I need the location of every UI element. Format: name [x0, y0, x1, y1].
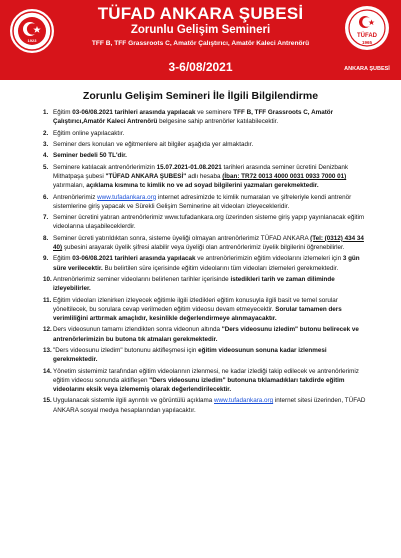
bold-text: 03-06/08.2021 tarihleri arasında yapılacak [72, 109, 196, 116]
body-text: "Ders videosunu izledim" butonunu aktifleşmesi için [53, 346, 199, 354]
website-link[interactable]: www.tufadankara.org [214, 397, 274, 405]
list-item [43, 367, 369, 395]
underlined-text: (İban: TR72 0013 4000 0031 0933 7000 01) [222, 172, 347, 180]
list-item [43, 396, 369, 414]
underlined-text: (Tel: (0312) 434 34 40) [53, 234, 364, 251]
list-item [43, 325, 369, 343]
list-item-number: 11. [43, 296, 52, 304]
bold-text: 03-06/08.2021 tarihleri arasında yapılacak [72, 255, 196, 263]
list-item [43, 163, 369, 191]
body-text: ve antrenörlerimizin eğitim videolarını izlemeleri için [195, 255, 343, 263]
header-title: TÜFAD ANKARA ŞUBESİ [97, 4, 304, 23]
list-item [43, 151, 369, 160]
tufad-logo [339, 6, 395, 76]
list-item-number: 6. [43, 193, 49, 201]
header-programs: TFF B, TFF Grassroots C, Amatör Çalıştırıcı, Amatör Kaleci Antrenörü [91, 40, 310, 47]
body-text: tarihleri arasında seminer ücretini Denizbank Mithatpaşa şubesi [53, 163, 349, 180]
bold-text: "TÜFAD ANKARA ŞUBESİ" [105, 172, 187, 180]
body-text: şubesini arayarak üyelik şifresi alabilir veya üyeliği olan antrenörlerimiz üyelik bilgilerini öğrenebilirler. [62, 243, 345, 251]
list-item [43, 140, 369, 149]
list-item-number: 5. [43, 163, 49, 171]
bold-text: eğitim videosunun sonuna kadar izlenmesi gerekmektedir. [53, 346, 327, 364]
list-item-number: 9. [43, 255, 49, 263]
body-text: Eğitim videoları izlenirken izleyecek eğitimle ilgili izledikleri eğitim konusuyla ilgili basit ve temel sorular yöneltilecek, bu sorulara cevap verilmeden eğitim videosu devam etmeyecektir. [53, 296, 338, 313]
list-item-number: 10. [43, 275, 52, 283]
list-item [43, 275, 369, 293]
body-text: Eğitim [53, 255, 73, 263]
tufad-logo-name: TÜFAD [357, 33, 377, 39]
body-text: Ders videosunun tamamı izlendikten sonra videonun altında [53, 326, 222, 334]
list-item [43, 346, 369, 364]
list-item [43, 234, 369, 252]
bold-text: "Ders videosunu izledim" butonuna tıklamadıkları takdirde eğitim videolarını eksik veya izlememiş olarak değerlendirilecektir. [53, 376, 345, 393]
header-banner [0, 0, 401, 80]
document-title: Zorunlu Gelişim Semineri İle İlgili Bilgilendirme [82, 90, 319, 102]
bold-text: 15.07.2021-01.08.2021 [156, 163, 222, 171]
header-dates: 3-6/08/2021 [168, 60, 233, 74]
bold-text: Seminer bedeli 50 TL'dir. [53, 152, 127, 160]
body-text: Seminere katılacak antrenörlerimizin [53, 163, 157, 171]
list-item-number: 12. [43, 326, 52, 334]
tff-logo [10, 9, 54, 53]
list-item-number: 3. [43, 140, 49, 148]
body-text: yatırmaları, [53, 182, 87, 190]
bold-text: istedikleri tarih ve zaman diliminde izleyebilirler. [53, 275, 335, 293]
body-text: Uygulanacak sistemle ilgili ayrıntılı ve görüntülü açıklama [53, 397, 214, 405]
bold-text: Sorular tamamen ders verimliliğini arttırmak amaçlıdır, kesinlikle değerlendirmeye alınmayacaktır. [53, 305, 342, 322]
list-item-number: 1. [43, 109, 49, 116]
body-text: Eğitim [53, 109, 73, 116]
body-text: Antrenörlerimiz [53, 193, 98, 201]
list-item-number: 14. [43, 367, 52, 375]
list-item-number: 2. [43, 129, 49, 137]
body-text: belgesine sahip antrenörler katılabilecektir. [157, 118, 279, 126]
list-item-number: 7. [43, 214, 49, 222]
body-text: Bu belirtilen süre içerisinde eğitim videolarını tüm videoları izlemeleri gerekmektedir. [102, 264, 339, 272]
list-item [43, 213, 369, 231]
list-item-number: 8. [43, 234, 49, 242]
body-text: ve seminere [195, 109, 234, 116]
list-item [43, 193, 369, 211]
body-text: internet adresimizde tc kimlik numaraları ve şifreleriyle kendi antrenör sistemlerine giriş yapacak ve Sürekli Gelişim Seminerine ait videoları izleyecekleridir. [53, 193, 352, 210]
body-text: Seminer ücretini yatıran antrenörlerimiz www.tufadankara.org üzerinden sisteme giriş yapıp yayınlanacak eğitim videolarına ulaşabileceklerdir. [53, 214, 365, 231]
body-text: internet sitesi üzerinden, TÜFAD ANKARA sosyal medya hesaplarından yapılacaktır. [53, 397, 366, 414]
body-text: Yönetim sistemimiz tarafından eğitim videolarının izlenmesi, ne kadar izlediği takip edilecek ve antrenörlerimiz eğitim videosu sonunda aktifleşen [53, 367, 359, 384]
body-text: Seminer ücreti yatırıldıktan sonra, sisteme üyeliği olmayan antrenörlerimiz TÜFAD ANKARA [53, 234, 311, 242]
tff-logo-year: 1923 [27, 38, 37, 43]
list-item [43, 296, 369, 324]
list-item [43, 254, 369, 272]
list-item-number: 15. [43, 397, 52, 405]
list-item-number: 13. [43, 346, 52, 354]
body-text: Antrenörlerimiz seminer videolarını belirlenen tarihler içerisinde [53, 275, 231, 283]
list-item [43, 129, 369, 138]
bold-text: açıklama kısmına tc kimlik no ve ad soyad bilgilerini yazmaları gerekmektedir. [86, 182, 319, 190]
tufad-logo-year: 1965 [361, 40, 373, 45]
list-item-number: 4. [43, 152, 49, 160]
body-text: Seminer ders konuları ve eğitmenlere ait bilgiler aşağıda yer almaktadır. [53, 140, 254, 148]
body-text: adlı hesaba [186, 172, 223, 180]
tufad-emblem [345, 6, 389, 50]
bold-text: "Ders videosunu izledim" butonu belirecek ve antrenörlerimizin bu butona tık atmaları gerekmektedir. [53, 326, 359, 343]
info-list [43, 108, 369, 417]
bold-text: TFF B, TFF Grassroots C, Amatör Çalıştırıcı,Amatör Kaleci Antrenörü [53, 109, 334, 126]
body-text: Eğitim online yapılacaktır. [53, 129, 125, 137]
list-item [43, 108, 369, 126]
bold-text: 3 gün süre verilecektir. [53, 255, 360, 272]
header-subtitle: Zorunlu Gelişim Semineri [130, 24, 271, 36]
website-link[interactable]: www.tufadankara.org [97, 193, 157, 201]
tufad-caption: ANKARA ŞUBESİ [344, 66, 390, 72]
